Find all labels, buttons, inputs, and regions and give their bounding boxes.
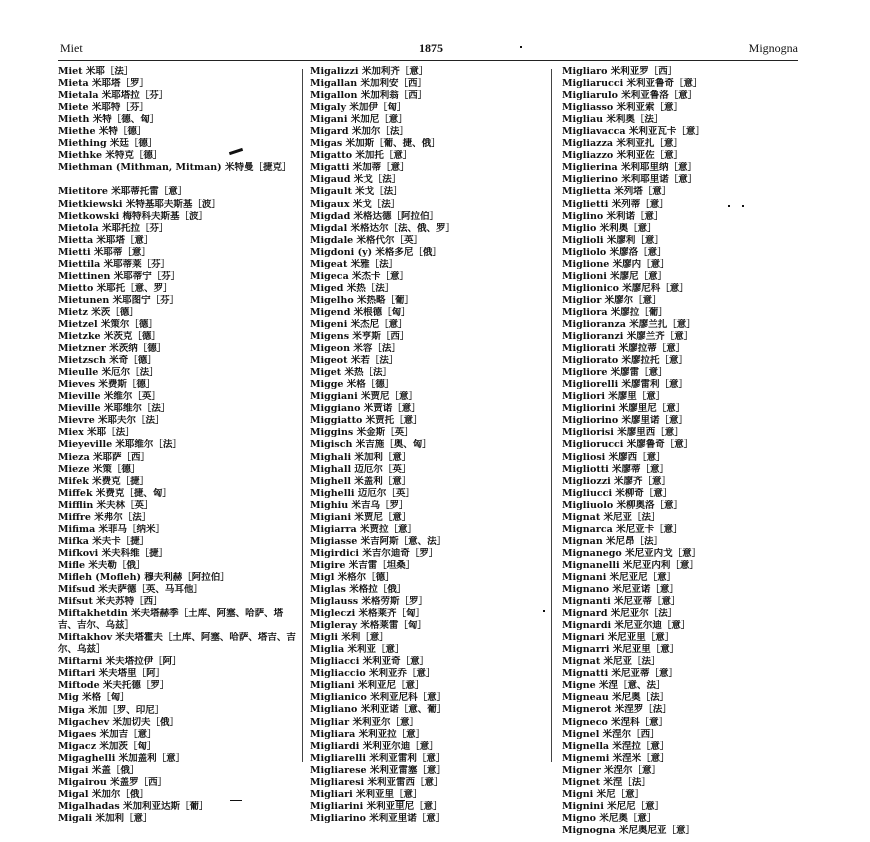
dictionary-entry: Mignanti 米尼亚蒂［意］	[562, 596, 681, 608]
dictionary-entry: Migallan 米加利安［西］	[310, 78, 428, 90]
dictionary-entry: Migatto 米加托［意］	[310, 150, 413, 162]
dictionary-entry: Mignard 米尼亚尔［法］	[562, 608, 678, 620]
dictionary-entry: Mieze 米策［德］	[58, 463, 141, 475]
dictionary-entry: Miet 米耶［法］	[58, 66, 134, 77]
dictionary-entry: Mifle 米夫勒［俄］	[58, 559, 146, 571]
dictionary-entry: Migne 米涅［意、法］	[562, 680, 666, 692]
dictionary-entry: Migault 米戈［法］	[310, 186, 403, 198]
dictionary-entry: Migliosi 米廖西［意］	[562, 451, 666, 463]
dictionary-entry: Migiasse 米吉阿斯［意、法］	[310, 535, 447, 547]
dictionary-entry: Migisch 米吉施［奥、匈］	[310, 439, 432, 451]
dictionary-entry: Miftakhov 米夫塔霍夫［土库、阿塞、哈萨、塔吉、吉尔、乌兹］	[58, 632, 296, 656]
ink-speck	[395, 800, 405, 801]
dictionary-entry: Miftarni 米夫塔拉伊［阿］	[58, 656, 182, 668]
dictionary-entry: Mignano 米尼亚诺［意］	[562, 584, 679, 596]
dictionary-entry: Miglioranzi 米廖兰齐［意］	[562, 331, 694, 343]
dictionary-entry: Miglia 米利亚［意］	[310, 644, 405, 656]
dictionary-entry: Migliari 米利亚里［意］	[310, 788, 423, 800]
dictionary-entry: Mieta 米耶塔［罗］	[58, 78, 150, 90]
dictionary-entry: Mietkiewski 米特基耶夫斯基［波］	[58, 198, 221, 210]
dictionary-entry: Migdoni (y) 米格多尼［俄］	[310, 246, 442, 258]
dictionary-entry: Mietzsch 米奇［德］	[58, 355, 157, 367]
dictionary-entry: Migliucci 米柳奇［意］	[562, 487, 673, 499]
dictionary-entry: Migend 米根德［匈］	[310, 306, 411, 318]
dictionary-entry: Mignerot 米涅罗［法］	[562, 704, 672, 716]
dictionary-entry: Miglietti 米列蒂［意］	[562, 198, 669, 210]
dictionary-entry: Migliazza 米利亚扎［意］	[562, 138, 683, 150]
dictionary-entry: Migliardi 米利亚尔迪［意］	[310, 740, 439, 752]
dictionary-entry: Migner 米涅尔［意］	[562, 764, 662, 776]
dictionary-entry: Migeni 米杰尼［意］	[310, 318, 408, 330]
dictionary-entry: Miglietta 米列塔［意］	[562, 186, 672, 198]
dictionary-entry: Mignini 米尼尼［意］	[562, 800, 665, 812]
dictionary-entry: Mifek 米费克［捷］	[58, 475, 150, 487]
dictionary-entry: Miggiano 米贾诺［意］	[310, 403, 421, 415]
dictionary-entry: Migge 米格［德］	[310, 379, 395, 391]
dictionary-entry: Migliore 米廖雷［意］	[562, 367, 668, 379]
dictionary-entry: Migliau 米利奥［法］	[562, 114, 664, 126]
dictionary-entry: Migliarucci 米利亚鲁奇［意］	[562, 78, 703, 90]
dictionary-entry: Mifsut 米夫苏特［西］	[58, 596, 163, 608]
entry-column-3	[562, 66, 800, 837]
dictionary-entry: Migeat 米雅［法］	[310, 258, 399, 270]
dictionary-entry: Miglioni 米廖尼［意］	[562, 270, 668, 282]
dictionary-entry: Mietkowski 梅特科夫斯基［波］	[58, 210, 209, 222]
dictionary-entry: Migdal 米格达尔［法、俄、罗］	[310, 222, 455, 234]
dictionary-entry: Mietto 米耶托［意、罗］	[58, 282, 173, 294]
dictionary-entry: Migliacci 米利亚奇［意］	[310, 656, 430, 668]
dictionary-entry: Miglas 米格拉［俄］	[310, 584, 407, 596]
dictionary-entry: Migl 米格尔［德］	[310, 571, 395, 583]
dictionary-entry: Migaly 米加伊［匈］	[310, 102, 407, 114]
dictionary-entry: Mietz 米茨［德］	[58, 306, 139, 318]
dictionary-entry: Migire 米吉雷［坦桑］	[310, 559, 416, 571]
dictionary-entry: Migliavacca 米利亚瓦卡［意］	[562, 126, 705, 138]
dictionary-entry: Miething 米廷［德］	[58, 138, 158, 150]
dictionary-entry: Migliaresi 米利亚雷西［意］	[310, 776, 444, 788]
dictionary-entry: Mighali 米加利［意］	[310, 451, 412, 463]
dictionary-entry: Mignanelli 米尼亚内利［意］	[562, 559, 699, 571]
dictionary-entry: Migaghelli 米加盖利［意］	[58, 752, 186, 764]
dictionary-entry: Mifflin 米夫林［英］	[58, 499, 154, 511]
column-divider-1	[302, 69, 303, 762]
dictionary-entry: Mignella 米涅拉［意］	[562, 740, 670, 752]
dictionary-entry: Migeot 米若［法］	[310, 355, 399, 367]
ink-speck	[230, 800, 242, 801]
dictionary-entry: Mignani 米尼亚尼［意］	[562, 571, 677, 583]
dictionary-entry: Migeca 米杰卡［意］	[310, 270, 410, 282]
dictionary-entry: Mignan 米尼昂［法］	[562, 535, 664, 547]
dictionary-entry: Mievre 米耶夫尔［法］	[58, 415, 165, 427]
dictionary-entry: Mignemi 米涅米［意］	[562, 752, 670, 764]
dictionary-entry: Mig 米格［匈］	[58, 692, 130, 704]
dictionary-entry: Mietzke 米茨克［德］	[58, 331, 161, 343]
dictionary-entry: Migliorino 米廖里诺［意］	[562, 415, 688, 427]
dictionary-entry: Mieves 米费斯［德］	[58, 379, 156, 391]
dictionary-entry: Migiarra 米贾拉［意］	[310, 523, 418, 535]
dictionary-entry: Miffek 米费克［捷、匈］	[58, 487, 172, 499]
entry-column-1	[58, 66, 296, 825]
dictionary-entry: Mietunen 米耶图宁［芬］	[58, 294, 180, 306]
dictionary-entry: Mieyeville 米耶维尔［法］	[58, 439, 182, 451]
dictionary-entry: Migliotti 米廖蒂［意］	[562, 463, 670, 475]
dictionary-entry: Migairou 米盖罗［西］	[58, 776, 168, 788]
dictionary-entry: Miglioranza 米廖兰扎［意］	[562, 318, 696, 330]
entry-column-2	[310, 66, 548, 825]
dictionary-entry: Migas 米加斯［葡、捷、俄］	[310, 138, 441, 150]
page-header	[58, 41, 798, 57]
dictionary-entry: Miggiatto 米贾托［意］	[310, 415, 423, 427]
dictionary-entry: Migleczi 米格莱齐［匈］	[310, 608, 426, 620]
dictionary-entry: Migliolo 米廖洛［意］	[562, 246, 667, 258]
dictionary-entry: Migai 米盖［俄］	[58, 764, 140, 776]
dictionary-entry: Mignanego 米尼亚内戈［意］	[562, 547, 702, 559]
dictionary-entry: Migalhadas 米加利亚达斯［葡］	[58, 800, 209, 812]
dictionary-entry: Migliarelli 米利亚雷利［意］	[310, 752, 446, 764]
dictionary-entry: Miged 米热［法］	[310, 282, 395, 294]
header-left-guide-word: Miet	[60, 41, 83, 55]
dictionary-entry: Migens 米亨斯［西］	[310, 331, 410, 343]
dictionary-entry: Migliaccio 米利亚乔［意］	[310, 668, 436, 680]
dictionary-entry: Mietzel 米策尔［德］	[58, 319, 158, 330]
dictionary-entry: Migliasso 米利亚索［意］	[562, 102, 683, 114]
dictionary-entry: Mieth 米特［德、匈］	[58, 114, 160, 126]
dictionary-entry: Mighell 米盖利［意］	[310, 475, 412, 487]
dictionary-entry: Mighall 迈厄尔［英］	[310, 463, 412, 475]
dictionary-entry: Migliar 米利亚尔［意］	[310, 716, 419, 728]
dictionary-entry: Mifsud 米夫萨德［英、马耳他］	[58, 584, 203, 596]
dictionary-entry: Migaes 米加吉［意］	[58, 728, 157, 740]
dictionary-entry: Migali 米加利［意］	[58, 812, 153, 824]
dictionary-entry: Migliorato 米廖拉托［意］	[562, 355, 689, 367]
dictionary-entry: Mieulle 米厄尔［法］	[58, 367, 159, 379]
dictionary-entry: Migliano 米利亚诺［意、葡］	[310, 704, 447, 716]
dictionary-entry: Miglior 米廖尔［意］	[562, 294, 662, 306]
dictionary-entry: Migeon 米容［法］	[310, 343, 401, 355]
dictionary-entry: Migliora 米廖拉［葡］	[562, 306, 668, 318]
dictionary-entry: Migno 米尼奥［意］	[562, 812, 657, 824]
header-right-guide-word: Mignogna	[748, 41, 798, 55]
dictionary-entry: Migliuolo 米柳奥洛［意］	[562, 499, 683, 511]
dictionary-entry: Mifka 米夫卡［捷］	[58, 535, 150, 547]
dictionary-entry: Migneco 米涅科［意］	[562, 716, 669, 728]
dictionary-entry: Mignarri 米尼亚里［意］	[562, 644, 680, 656]
dictionary-entry: Miglauss 米格劳斯［罗］	[310, 596, 428, 608]
dictionary-entry: Migdad 米格达德［阿拉伯］	[310, 210, 440, 222]
dictionary-entry: Miget 米热［法］	[310, 367, 393, 379]
dictionary-entry: Miethke 米特克［德］	[58, 150, 163, 162]
ink-speck	[543, 610, 545, 612]
page-number: 1875	[419, 41, 443, 55]
column-divider-2	[551, 69, 552, 762]
dictionary-entry: Miglierina 米利耶里纳［意］	[562, 162, 698, 174]
dictionary-entry: Miglioli 米廖利［意］	[562, 234, 664, 246]
dictionary-entry: Migliozzi 米廖齐［意］	[562, 475, 672, 487]
dictionary-entry: Mietala 米耶塔拉［芬］	[58, 90, 169, 102]
dictionary-entry: Miethman (Mithman, Mitman) 米特曼［捷克］	[58, 162, 292, 174]
dictionary-entry: Migliorucci 米廖鲁奇［意］	[562, 439, 694, 451]
dictionary-entry: Migallon 米加利翁［西］	[310, 90, 428, 102]
dictionary-entry: Mighelli 迈厄尔［英］	[310, 487, 415, 499]
dictionary-entry: Miglionico 米廖尼科［意］	[562, 282, 689, 294]
dictionary-entry: Migliarulo 米利亚鲁洛［意］	[562, 90, 698, 102]
dictionary-entry: Migleray 米格莱雷［匈］	[310, 620, 427, 632]
dictionary-entry: Miglio 米利奥［意］	[562, 222, 657, 234]
dictionary-entry: Migiani 米贾尼［意］	[310, 511, 412, 523]
dictionary-entry: Miethe 米特［德］	[58, 126, 147, 138]
dictionary-entry: Migneau 米尼奥［法］	[562, 692, 670, 704]
dictionary-entry: Miffre 米弗尔［法］	[58, 511, 152, 523]
dictionary-entry: Mietitore 米耶蒂托雷［意］	[58, 186, 188, 198]
dictionary-entry: Migliorisi 米廖里西［意］	[562, 427, 684, 439]
dictionary-entry: Miettila 米耶蒂莱［芬］	[58, 258, 171, 270]
dictionary-entry: Migalizzi 米加利齐［意］	[310, 66, 429, 77]
dictionary-entry: Migard 米加尔［法］	[310, 126, 409, 138]
dictionary-entry: Migliori 米廖里［意］	[562, 391, 666, 403]
dictionary-entry: Miglino 米利诺［意］	[562, 210, 664, 222]
dictionary-entry: Miglione 米廖内［意］	[562, 258, 670, 270]
dictionary-entry: Miglianico 米利亚尼科［意］	[310, 692, 447, 704]
ink-speck	[520, 46, 522, 48]
dictionary-entry: Mietola 米耶托拉［芬］	[58, 222, 169, 234]
dictionary-entry: Mieville 米耶维尔［法］	[58, 403, 171, 415]
dictionary-entry: Mifleh (Mofleh) 穆夫利赫［阿拉伯］	[58, 571, 230, 583]
dictionary-entry: Miftari 米夫塔里［阿］	[58, 668, 166, 680]
dictionary-entry: Migliarino 米利亚里诺［意］	[310, 812, 446, 824]
dictionary-entry: Migaux 米戈［法］	[310, 198, 401, 210]
dictionary-entry: Migachev 米加切夫［俄］	[58, 716, 179, 728]
dictionary-entry: Miga 米加［罗、印尼］	[58, 704, 165, 716]
dictionary-entry: Migliarini 米利亚里尼［意］	[310, 800, 443, 812]
dictionary-entry: Mietzner 米茨纳［德］	[58, 343, 167, 355]
dictionary-entry: Migirdici 米吉尔迪奇［罗］	[310, 547, 439, 559]
dictionary-entry: Migaud 米戈［法］	[310, 174, 402, 186]
dictionary-entry: Migliorini 米廖里尼［意］	[562, 403, 686, 415]
dictionary-entry: Migacz 米加茨［匈］	[58, 740, 157, 752]
dictionary-entry: Mieville 米维尔［英］	[58, 391, 161, 403]
dictionary-entry: Migliarese 米利亚雷塞［意］	[310, 764, 446, 776]
dictionary-entry: Mignatti 米尼亚蒂［意］	[562, 668, 679, 680]
dictionary-entry: Migli 米利［意］	[310, 632, 389, 644]
dictionary-entry: Mignet 米涅［法］	[562, 776, 651, 788]
dictionary-entry: Mignel 米涅尔［西］	[562, 728, 660, 740]
dictionary-entry: Miex 米耶［法］	[58, 427, 135, 439]
dictionary-entry: Mignarca 米尼亚卡［意］	[562, 523, 683, 535]
dictionary-entry: Mifkovi 米夫科维［捷］	[58, 547, 169, 559]
dictionary-entry: Miettinen 米耶蒂宁［芬］	[58, 270, 181, 282]
dictionary-entry: Mignari 米尼亚里［意］	[562, 632, 675, 644]
dictionary-entry: Migliorelli 米廖雷利［意］	[562, 379, 689, 391]
dictionary-entry: Migani 米加尼［意］	[310, 114, 408, 126]
dictionary-entry: Miete 米耶特［芬］	[58, 102, 149, 114]
dictionary-entry: Miglierino 米利耶里诺［意］	[562, 174, 698, 186]
dictionary-entry: Mignogna 米尼奥尼亚［意］	[562, 824, 696, 836]
dictionary-entry: Mietti 米耶蒂［意］	[58, 246, 151, 258]
dictionary-entry: Miftode 米夫托德［罗］	[58, 680, 170, 692]
dictionary-entry: Migliaro 米利亚罗［西］	[562, 66, 678, 77]
dictionary-entry: Mieza 米耶萨［西］	[58, 451, 151, 463]
dictionary-entry: Mignardi 米尼亚尔迪［意］	[562, 620, 691, 632]
dictionary-entry: Migliazzo 米利亚佐［意］	[562, 150, 684, 162]
dictionary-entry: Mignat 米尼亚［法］	[562, 511, 661, 523]
dictionary-entry: Miggins 米金斯［英］	[310, 427, 414, 439]
dictionary-entry: Migliara 米利亚拉［意］	[310, 728, 426, 740]
dictionary-entry: Migliorati 米廖拉蒂［意］	[562, 343, 686, 355]
dictionary-entry: Mighiu 米吉乌［罗］	[310, 499, 409, 511]
ink-speck	[728, 205, 730, 207]
dictionary-entry: Migatti 米加蒂［意］	[310, 162, 410, 174]
dictionary-entry: Migelho 米热略［葡］	[310, 294, 414, 306]
dictionary-entry: Miggiani 米贾尼［意］	[310, 391, 418, 403]
dictionary-entry: Migni 米尼［意］	[562, 788, 645, 800]
dictionary-entry: Migal 米加尔［俄］	[58, 788, 149, 800]
dictionary-entry: Mietta 米耶塔［意］	[58, 234, 154, 246]
dictionary-entry: Miftakhetdin 米夫塔赫季［土库、阿塞、哈萨、塔吉、吉尔、乌兹］	[58, 608, 284, 632]
dictionary-entry: Mifima 米菲马［纳米］	[58, 523, 166, 535]
dictionary-entry: Mignat 米尼亚［法］	[562, 656, 661, 668]
dictionary-entry: Migdale 米格代尔［英］	[310, 234, 424, 246]
dictionary-entry: Migliani 米利亚尼［意］	[310, 680, 425, 692]
ink-speck	[742, 205, 744, 207]
header-rule	[58, 60, 798, 61]
